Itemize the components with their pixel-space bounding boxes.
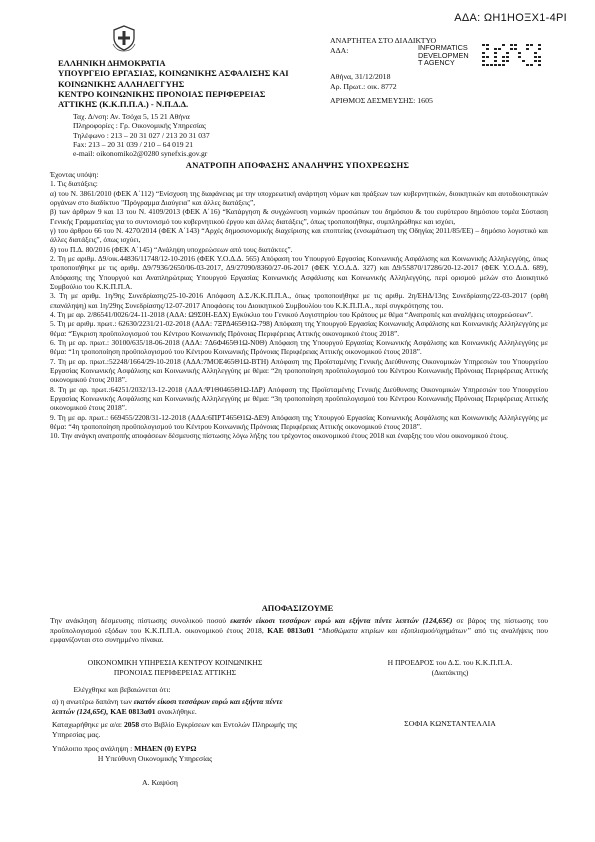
- stamp-cell: [502, 56, 505, 58]
- president-name: ΣΟΦΙΑ ΚΩΝΣΤΑΝΤΕΛΛΙΑ: [404, 719, 496, 728]
- stamp-cell: [514, 48, 517, 50]
- stamp-cell: [534, 56, 537, 58]
- protocol-number: Αρ. Πρωτ.: οικ. 8772: [330, 82, 397, 92]
- decision-title: ΑΠΟΦΑΣΙΖΟΥΜΕ: [261, 604, 334, 613]
- contact-info: Πληροφορίες : Γρ. Οικονομικής Υπηρεσίας: [73, 121, 206, 131]
- item-7: 7. Τη με αρ. πρωτ.:52248/1664/29-10-2018 (ΑΔΑ:7ΜΟΕ465Θ1Ω-ΒΤΗ) Απόφαση της Προϊσταμένης Γενικής Διεύθυνσης Οικονομικών Υπηρεσιών του Υπουργείου Εργασίας Κοινωνικής Ασφάλισης και Κοινωνικής Αλληλεγγύης με θέμα: “2η τροποποίηση προϋπολογισμού του Κέντρου Κοινωνικής Πρόνοιας Περιφέρειας Αττικής οικονομικού έτους 2018”.: [50, 356, 548, 385]
- stamp-cell: [526, 48, 529, 50]
- contact-block: [73, 112, 333, 158]
- stamp-cell: [486, 44, 489, 46]
- digital-signature-stamp-icon: [482, 44, 542, 68]
- org-line: ΑΤΤΙΚΗΣ (Κ.Κ.Π.Π.Α.) - Ν.Π.Δ.Δ.: [58, 99, 189, 110]
- stamp-cell: [534, 60, 537, 62]
- stamp-cell: [506, 52, 509, 54]
- stamp-cell: [482, 56, 485, 58]
- decision-text: [50, 616, 548, 645]
- stamp-cell: [494, 64, 497, 66]
- decision-text-2: σε βάρος της πίστωσης του προϋπολογισμού εξόδων του Κ.Κ.Π.Π.Α. οικονομικού έτους 2018,: [50, 616, 549, 635]
- stamp-cell: [494, 56, 497, 58]
- stamp-cell: [522, 60, 525, 62]
- stamp-cell: [538, 44, 541, 46]
- balance-line: Υπόλοιπο προς ανάληψη : ΜΗΔΕΝ (0) ΕΥΡΩ: [52, 744, 197, 753]
- stamp-cell: [502, 60, 505, 62]
- stamp-cell: [538, 48, 541, 50]
- ada-top-label: ΑΔΑ: ΩΗ1ΗΟΞΧ1-4ΡΙ: [454, 12, 567, 24]
- stamp-cell: [502, 64, 505, 66]
- org-line: ΥΠΟΥΡΓΕΙΟ ΕΡΓΑΣΙΑΣ, ΚΟΙΝΩΝΙΚΗΣ ΑΣΦΑΛΙΣΗΣ ΚΑΙ: [58, 68, 289, 79]
- stamp-cell: [534, 52, 537, 54]
- org-line: ΚΕΝΤΡΟ ΚΟΙΝΩΝΙΚΗΣ ΠΡΟΝΟΙΑΣ ΠΕΡΙΦΕΡΕΙΑΣ: [58, 88, 266, 99]
- stamp-cell: [498, 64, 501, 66]
- org-header: [58, 58, 358, 110]
- item-9: 9. Τη με αρ. πρωτ.: 669455/2208/31-12-2018 (ΑΔΑ:6ΠΡΤ465Θ1Ω-ΔΕ9) Απόφαση της Υπουργού Εργασίας Κοινωνικής Ασφάλισης και Κοινωνικής Αλληλεγγύης με θέμα: “4η τροποποίηση προϋπολογισμού του Κέντρου Κοινωνικής Πρόνοιας Περιφέρειας Αττικής οικονομικού έτους 2018”.: [50, 412, 548, 431]
- contact-phone: Τηλέφωνο : 213 – 20 31 027 / 213 20 31 037: [73, 130, 210, 140]
- intro-line: Έχοντας υπόψη:: [50, 170, 99, 179]
- commitment-number: ΑΡΙΘΜΟΣ ΔΕΣΜΕΥΣΗΣ: 1605: [330, 96, 433, 106]
- stamp-cell: [538, 64, 541, 66]
- item-6: 6. Τη με αρ. πρωτ.: 30100/635/18-06-2018 (ΑΔΑ: 7Δ6Φ465Θ1Ω-Ν0Θ) Απόφαση της Υπουργού Εργασίας Κοινωνικής Ασφάλισης και Κοινωνικής Αλληλεγγύης με θέμα: “1η τροποποίηση προϋπολογισμού του Κέντρου Κοινωνικής Πρόνοιας Περιφέρειας Αττικής οικονομικού έτους 2018”.: [50, 337, 548, 357]
- item-1-head: 1. Τις διατάξεις:: [50, 179, 98, 189]
- decision-text-1: Την ανάκληση δέσμευσης πίστωσης συνολικού ποσού: [50, 616, 227, 625]
- item-1c: γ) του άρθρου 66 του Ν. 4270/2014 (ΦΕΚ Α΄143) “Αρχές δημοσιονομικής διαχείρισης και εποπτείας (ενσωμάτωση της Οδηγίας 2011/85/ΕΕ) – δημόσιο λογιστικό και άλλες διατάξεις”, όπως ισχύει,: [50, 225, 548, 245]
- stamp-cell: [538, 56, 541, 58]
- stamp-cell: [518, 52, 521, 54]
- stamp-cell: [486, 64, 489, 66]
- stamp-cell: [494, 48, 497, 50]
- ada-label: ΑΔΑ:: [330, 46, 349, 56]
- finance-head-title: Η Υπεύθυνη Οικονομικής Υπηρεσίας: [97, 754, 213, 763]
- doc-date: Αθήνα, 31/12/2018: [330, 72, 391, 81]
- stamp-cell: [482, 44, 485, 46]
- stamp-cell: [494, 52, 497, 54]
- item-4: 4. Τη με αρ. 2/86541/0026/24-11-2018 (ΑΔΑ: Ω9Σ0Η-ΕΔΧ) Εγκύκλιο του Γενικού Λογιστηρίου του Κράτους με θέμα “Ανατροπές και αναλήψεις υποχρεώσεων”.: [50, 309, 533, 319]
- item-1a: α) του Ν. 3861/2010 (ΦΕΚ Α΄112) “Ενίσχυση της διαφάνειας με την υποχρεωτική ανάρτηση νόμων και πράξεων των κυβερνητικών, διοικητικών και αυτοδιοικητικών οργάνων στο διαδίκτυο "Πρόγραμμα Διαύγεια" και άλλες διατάξεις”,: [50, 188, 548, 207]
- contact-fax: Fax: 213 – 20 31 039 / 210 – 64 019 21: [73, 139, 194, 149]
- stamp-cell: [490, 64, 493, 66]
- org-line: ΕΛΛΗΝΙΚΗ ΔΗΜΟΚΡΑΤΙΑ: [58, 58, 166, 68]
- stamp-cell: [482, 52, 485, 54]
- stamp-cell: [526, 44, 529, 46]
- document-title: ΑΝΑΤΡΟΠΗ ΑΠΟΦΑΣΗΣ ΑΝΑΛΗΨΗΣ ΥΠΟΧΡΕΩΣΗΣ: [185, 160, 410, 170]
- stamp-cell: [526, 64, 529, 66]
- finance-service-block: ΟΙΚΟΝΟΜΙΚΗ ΥΠΗΡΕΣΙΑ ΚΕΝΤΡΟΥ ΚΟΙΝΩΝΙΚΗΣ ΠΡΟΝΟΙΑΣ ΠΕΡΙΦΕΡΕΙΑΣ ΑΤΤΙΚΗΣ: [87, 658, 263, 677]
- stamp-cell: [510, 44, 513, 46]
- decision-amount: εκατόν είκοσι τεσσάρων ευρώ και εξήντα πέντε λεπτών (124,65€): [230, 616, 453, 625]
- stamp-cell: [530, 64, 533, 66]
- stamp-cell: [538, 60, 541, 62]
- org-line: ΚΟΙΝΩΝΙΚΗΣ ΑΛΛΗΛΕΓΓΥΗΣ: [58, 78, 185, 89]
- item-1d: δ) του Π.Δ. 80/2016 (ΦΕΚ Α΄145) “Ανάληψη υποχρεώσεων από τους διατάκτες”.: [50, 244, 293, 254]
- informatics-logo: INFORMATICS DEVELOPMEN T AGENCY: [418, 43, 469, 68]
- stamp-cell: [514, 44, 517, 46]
- item-5: 5. Τη με αριθμ. πρωτ.: 62630/2231/21-02-2018 (ΑΔΑ: 7ΞΡΔ465Θ1Ω-798) Απόφαση της Υπουργού Εργασίας Κοινωνικής Ασφάλισης και Κοινωνικής Αλληλεγγύης με θέμα: “Έγκριση προϋπολογισμού του Κέντρου Κοινωνικής Πρόνοιας Περιφέρειας Αττικής οικονομικού έτους 2018”.: [50, 319, 548, 338]
- stamp-cell: [506, 56, 509, 58]
- registration-block: Καταχωρήθηκε με α/α: 2058 στο Βιβλίο Εγκρίσεων και Εντολών Πληρωμής της Υπηρεσίας μας.: [52, 720, 297, 739]
- stamp-cell: [482, 64, 485, 66]
- stamp-cell: [482, 60, 485, 62]
- decision-kae: ΚΑΕ 0813α01: [267, 625, 315, 635]
- finance-head-name: Α. Καψύση: [142, 778, 178, 787]
- decision-text-4: από τις αναλήψεις που εμφανίζονται στο συνημμένο πίνακα.: [50, 625, 548, 645]
- stamp-cell: [510, 48, 513, 50]
- president-role-block: Η ΠΡΟΕΔΡΟΣ του Δ.Σ. του Κ.Κ.Π.Π.Α. (Διατάκτης): [387, 658, 513, 677]
- item-8: 8. Τη με αρ. πρωτ.:64251/2032/13-12-2018 (ΑΔΑ:Ψ1Θ0465Θ1Ω-ΙΔΡ) Απόφαση της Προϊσταμένης Γενικής Διεύθυνσης Οικονομικών Υπηρεσιών του Υπουργείου Εργασίας Κοινωνικής Ασφάλισης και Κοινωνικής Αλληλεγγύης με θέμα: “3η τροποποίηση προϋπολογισμού του Κέντρου Κοινωνικής Πρόνοιας Περιφέρειας Αττικής οικονομικού έτους 2018”.: [50, 384, 548, 413]
- stamp-cell: [498, 48, 501, 50]
- decision-text-3: “Μισθώματα κτιρίων και εξοπλισμού/οχημάτων”: [317, 625, 471, 635]
- item-3: 3. Τη με αριθμ. 1η/9ης Συνεδρίασης/25-10-2016 Απόφαση Δ.Σ./Κ.Κ.Π.Π.Α., όπως τροποποιήθηκε με τις αριθμ. 2η/ΕΗΔ/13ης Συνεδρίασης/22-03-2017 (ορθή επανάληψη) και 1η/29ης Συνεδρίασης/12-07-2017 Αποφάσεις του Διοικητικού Συμβουλίου του Κ.Κ.Π.Π.Α., περί συγκρότησης του.: [50, 291, 548, 310]
- item-1b: β) των άρθρων 9 και 13 του Ν. 4109/2013 (ΦΕΚ Α΄16) “Κατάργηση & συγχώνευση νομικών προσώπων του δημόσιου & του ευρύτερου δημόσιου τομέα Σύσταση Γενικής Γραμματείας για το συντονισμό του κυβερνητικού έργου και άλλες διατάξεις”, όπως τροποποιήθηκε, συμπληρώθηκε και ισχύει,: [50, 207, 548, 226]
- item-2: 2. Τη με αριθμ. Δ9/οικ.44836/11748/12-10-2016 (ΦΕΚ Υ.Ο.Δ.Δ. 565) Απόφαση του Υπουργού Εργασίας Κοινωνικής Ασφάλισης και Κοινωνικής Αλληλεγγύης, όπως τροποποιήθηκε με τις αριθμ. Δ9/7936/2650/06-03-2017, Δ9/27090/8360/27-06-2017 (ΦΕΚ Υ.Ο.Δ.Δ. 327) και Δ9/55870/17286/20-12-2017 (ΦΕΚ Υ.Ο.Δ.Δ. 689), Απόφασης της Υπουργού και Αναπληρώτριας Υπουργού Εργασίας Κοινωνικής Ασφάλισης και Κοινωνικής Αλληλεγγύης, περί ορισμού μελών στο Διοικητικό Συμβούλιο του Κ.Κ.Π.Π.Α.: [50, 253, 548, 291]
- greek-emblem-icon: [110, 24, 138, 52]
- contact-address: Ταχ. Δ/νση: Αν. Τσόχα 5, 15 21 Αθήνα: [73, 112, 190, 121]
- considerations-body: [50, 170, 548, 441]
- stamp-cell: [530, 44, 533, 46]
- stamp-cell: [518, 56, 521, 58]
- contact-email[interactable]: e-mail: oikonomiko2@0280 synefxis.gov.gr: [73, 149, 208, 158]
- posting-label: ΑΝΑΡΤΗΤΕΑ ΣΤΟ ΔΙΑΔΙΚΤΥΟ: [330, 36, 437, 45]
- stamp-cell: [486, 56, 489, 58]
- stamp-cell: [486, 48, 489, 50]
- stamp-cell: [506, 60, 509, 62]
- item-10: 10. Την ανάγκη ανατροπής αποφάσεων δέσμευσης πίστωσης λόγω λήξης του τρέχοντος οικονομικού έτους 2018 και έναρξης του νέου οικονομικού έτους.: [50, 431, 509, 441]
- stamp-cell: [494, 60, 497, 62]
- date-block: [330, 72, 433, 106]
- stamp-cell: [502, 44, 505, 46]
- checked-label: Ελέγχθηκε και βεβαιώνεται ότι:: [73, 685, 171, 694]
- check-a-block: α) η ανωτέρω δαπάνη των εκατόν είκοσι τεσσάρων ευρώ και εξήντα πέντε λεπτών (124,65€), ΚΑΕ 0813α01 ανακλήθηκε.: [52, 697, 283, 716]
